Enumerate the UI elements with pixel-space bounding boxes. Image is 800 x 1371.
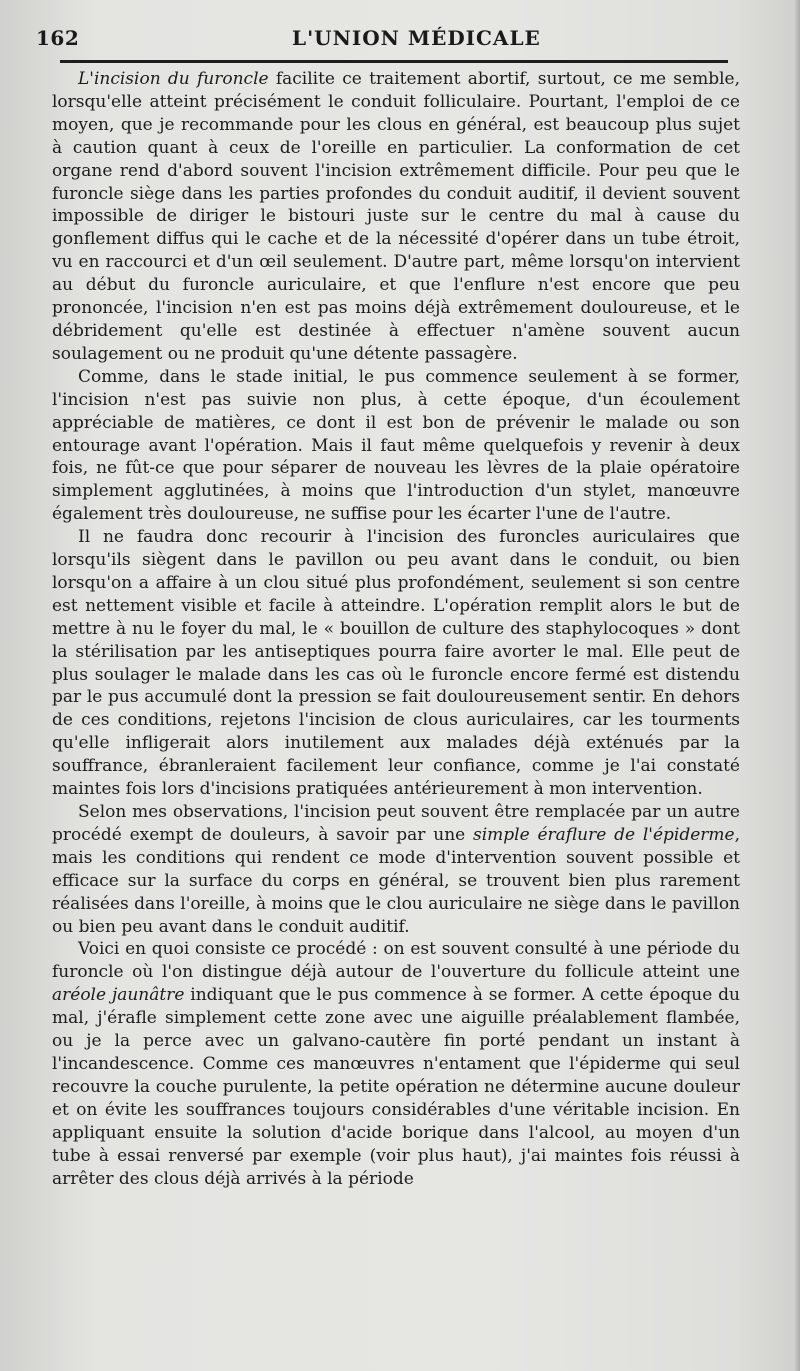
paragraph <box>52 366 740 526</box>
paragraph <box>52 526 740 801</box>
paragraph-segment: indiquant que le pus commence à se former. A cette époque du mal, j'érafle simplement cette zone avec une aiguille préalablement flambée, ou je la perce avec un galvano-cautère fin porté pendant un instant à l'incandescence. Comme ces manœuvres n'entament que l'épiderme qui seul recouvre la couche purulente, la petite opération ne détermine aucune douleur et on évite les souffrances toujours considérables d'une véritable incision. En appliquant ensuite la solution d'acide borique dans l'alcool, au moyen d'un tube à essai renversé par exemple (voir plus haut), j'ai maintes fois réussi à arrêter des clous déjà arrivés à la période <box>52 985 740 1189</box>
paragraph <box>52 938 740 1190</box>
paragraph-segment: aréole jaunâtre <box>52 985 185 1006</box>
paragraph <box>52 801 740 938</box>
page-edge-shadow <box>794 0 800 1371</box>
paragraph-segment: Voici en quoi consiste ce procédé : on est souvent consulté à une période du furoncle où l'on distingue déjà autour de l'ouverture du follicule atteint une <box>52 939 740 983</box>
paragraph-segment: Selon mes observations, l'incision peut souvent être remplacée par un autre procédé exempt de douleurs, à savoir par une <box>52 802 740 845</box>
body-text <box>52 68 740 1190</box>
paragraph-segment: facilite ce traitement abortif, surtout, ce me semble, lorsqu'elle atteint précisément le conduit folliculaire. Pourtant, l'emploi de ce moyen, que je recommande pour les clous en général, est beaucoup plus sujet à caution quant à ceux de l'oreille en particulier. La conformation de cet organe rend d'abord souvent l'incision extrêmement difficile. Pour peu que le furoncle siège dans les parties profondes du conduit auditif, il devient souvent impossible de diriger le bistouri juste sur le centre du mal à cause du gonflement diffus qui le cache et de la nécessité d'opérer dans un tube étroit, vu en raccourci et d'un œil seulement. D'autre part, même lorsqu'on intervient au début du furoncle auriculaire, et que l'enflure n'est encore que peu prononcée, l'incision n'en est pas moins déjà extrêmement douloureuse, et le débridement qu'elle est destinée à effectuer n'amène souvent aucun soulagement ou ne produit qu'une détente passagère. <box>52 69 741 364</box>
paragraph-segment: L'incision du furoncle <box>78 69 269 89</box>
page-number: 162 <box>36 26 80 50</box>
paragraph-segment: simple éraflure de l'épiderme <box>473 824 735 845</box>
header-rule <box>60 60 728 63</box>
paragraph-segment: Il ne faudra donc recourir à l'incision des furoncles auriculaires que lorsqu'ils siègent dans le pavillon ou peu avant dans le conduit, ou bien lorsqu'on a affaire à un clou situé plus profondément, seulement si son centre est nettement visible et facile à atteindre. L'opération remplit alors le but de mettre à nu le foyer du mal, le « bouillon de culture des staphylocoques » dont la stérilisation par les antiseptiques pourra faire avorter le mal. Elle peut de plus soulager le malade dans les cas où le furoncle encore fermé est distendu par le pus accumulé dont la pression se fait douloureusement sentir. En dehors de ces conditions, rejetons l'incision de clous auriculaires, car les tourments qu'elle infligerait alors inutilement aux malades déjà exténués par la souffrance, ébranleraient facilement leur confiance, comme je l'ai constaté maintes fois lors d'incisions pratiquées antérieurement à mon intervention. <box>52 527 740 800</box>
paragraph-segment: , mais les conditions qui rendent ce mode d'intervention souvent possible et efficace sur la surface du corps en général, se trouvent bien plus rarement réalisées dans l'oreille, à moins que le clou auriculaire ne siège dans le pavillon ou bien peu avant dans le conduit auditif. <box>52 824 740 937</box>
paragraph-segment: Comme, dans le stade initial, le pus commence seulement à se former, l'incision n'est pas suivie non plus, à cette époque, d'un écoulement appréciable de matières, ce dont il est bon de prévenir le malade ou son entourage avant l'opération. Mais il faut même quelquefois y revenir à deux fois, ne fût-ce que pour séparer de nouveau les lèvres de la plaie opératoire simplement agglutinées, à moins que l'introduction d'un stylet, manœuvre également très douloureuse, ne suffise pour les écarter l'une de l'autre. <box>52 366 740 525</box>
page-header <box>36 24 740 56</box>
running-title: L'UNION MÉDICALE <box>292 26 541 50</box>
paragraph <box>52 68 740 366</box>
